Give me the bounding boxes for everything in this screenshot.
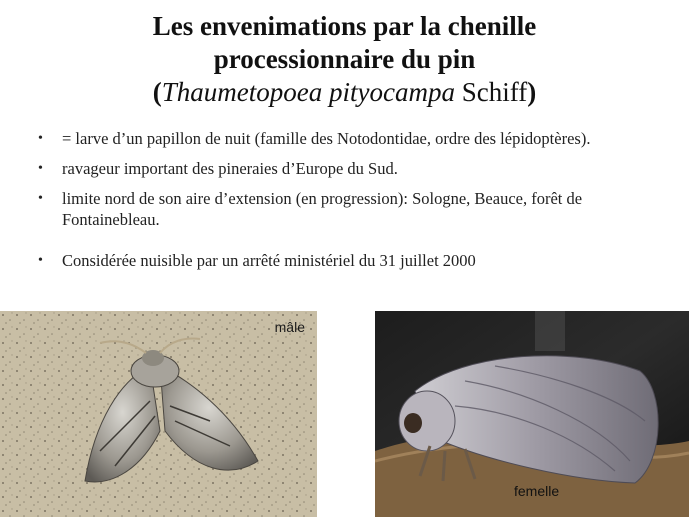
bullet-text: Considérée nuisible par un arrêté ministériel du 31 juillet 2000 <box>62 251 476 270</box>
slide-title <box>0 10 689 109</box>
scientific-name: Thaumetopoea pityocampa <box>161 77 455 107</box>
title-line-2: processionnaire du pin <box>213 44 476 74</box>
female-caption: femelle <box>514 483 560 499</box>
author-name: Schiff <box>454 77 528 107</box>
male-caption: mâle <box>274 319 305 335</box>
open-paren: ( <box>152 77 162 107</box>
title-line-1: Les envenimations par la chenille <box>152 11 537 41</box>
bullet-marker: • <box>38 253 43 268</box>
close-paren: ) <box>527 77 537 107</box>
title-line-3 <box>0 76 689 109</box>
bullet-item <box>38 128 658 149</box>
male-moth-photo <box>0 311 317 517</box>
bullet-text: ravageur important des pineraies d’Europe du Sud. <box>62 159 398 178</box>
bullet-text: = larve d’un papillon de nuit (famille des Notodontidae, ordre des lépidoptères). <box>62 129 591 148</box>
bullet-marker: • <box>38 131 43 146</box>
bullet-item <box>38 158 658 179</box>
bullet-item <box>38 250 658 271</box>
bullet-marker: • <box>38 191 43 206</box>
bullet-list <box>38 128 658 280</box>
bullet-text: limite nord de son aire d’extension (en progression): Sologne, Beauce, forêt de Fontainebleau. <box>62 189 583 229</box>
female-moth-photo <box>375 311 689 517</box>
bullet-item <box>38 188 658 230</box>
male-moth-illustration <box>0 311 317 517</box>
bullet-marker: • <box>38 161 43 176</box>
